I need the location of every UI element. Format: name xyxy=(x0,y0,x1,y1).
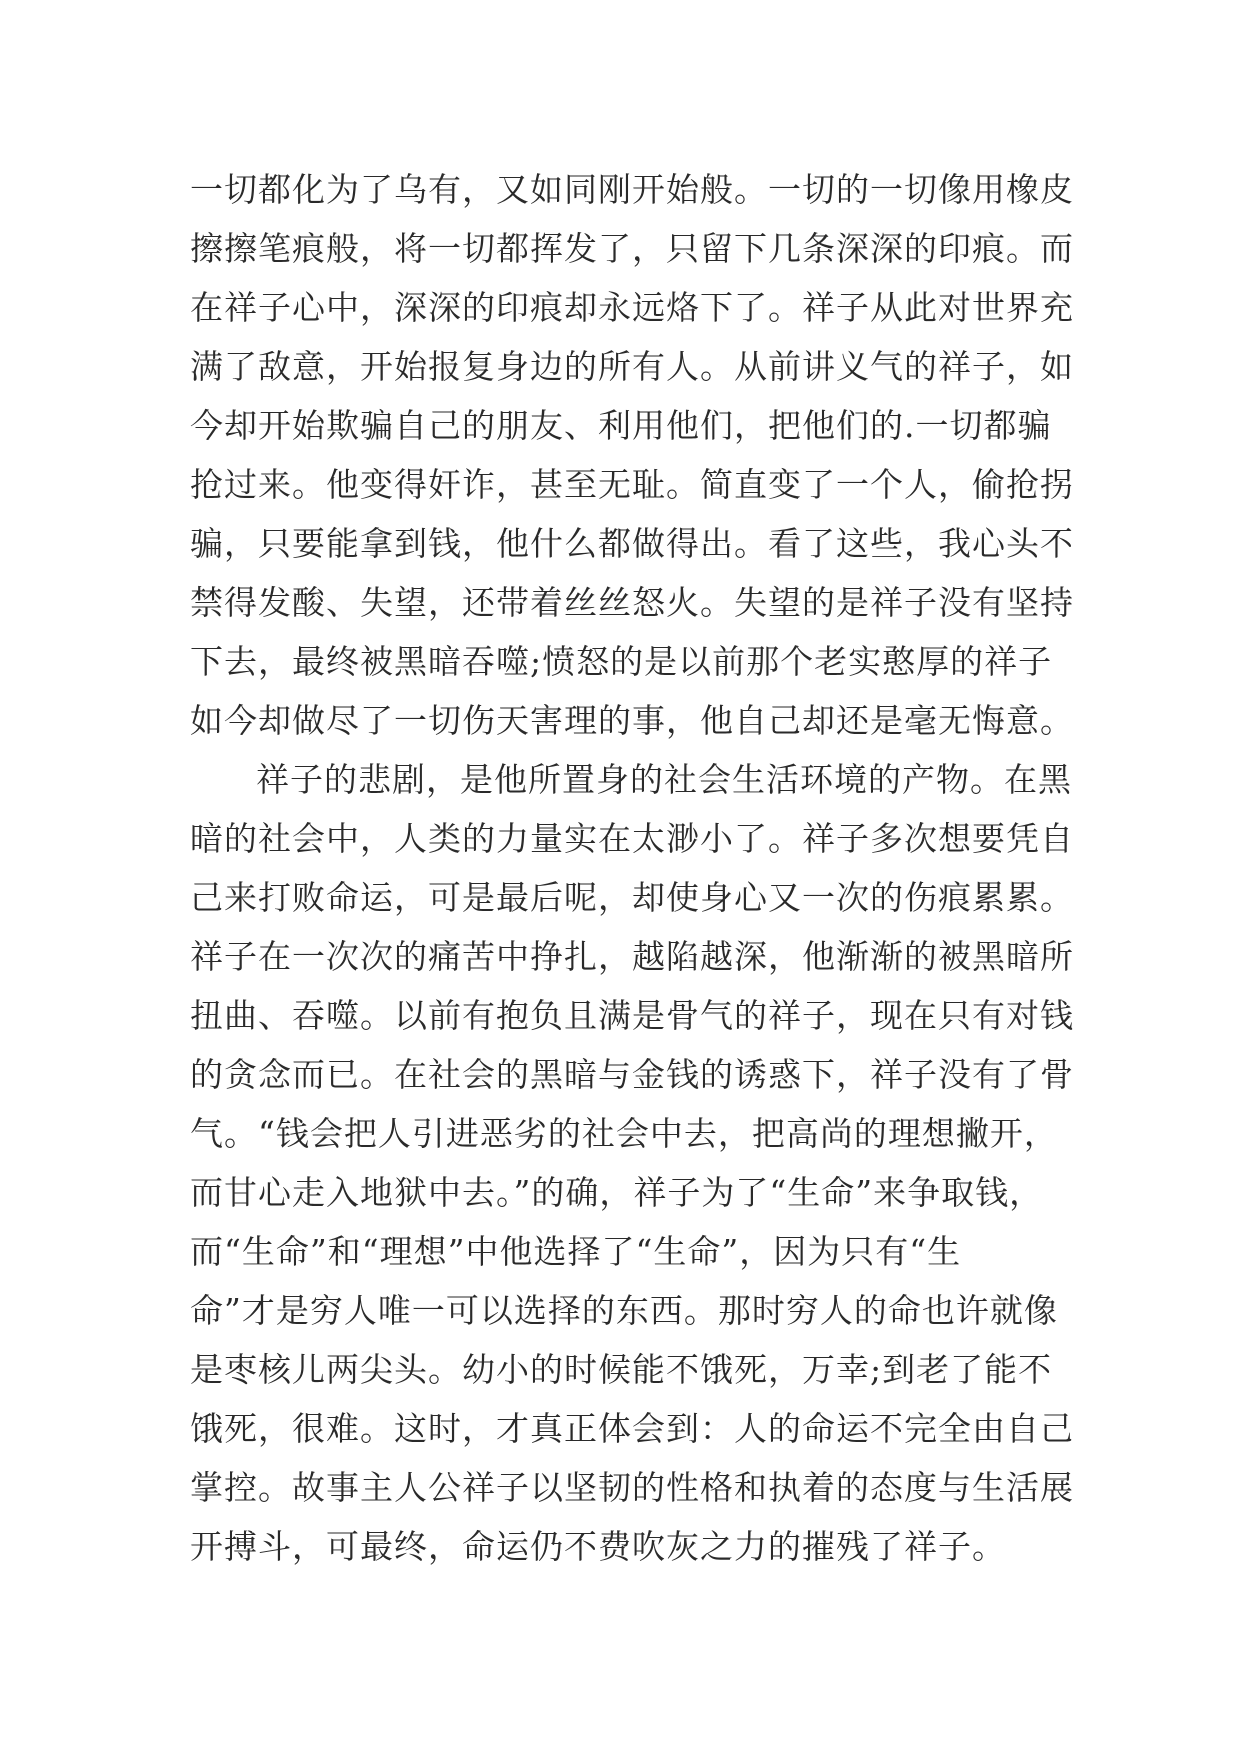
text-line: 今却开始欺骗自己的朋友、利用他们，把他们的.一切都骗 xyxy=(190,406,1052,445)
text-line: 己来打败命运，可是最后呢，却使身心又一次的伤痕累累。 xyxy=(190,878,1074,917)
text-line: 擦擦笔痕般，将一切都挥发了，只留下几条深深的印痕。而 xyxy=(190,229,1074,268)
paragraph-2 xyxy=(190,750,1074,1576)
text-line: 扭曲、吞噬。以前有抱负且满是骨气的祥子，现在只有对钱 xyxy=(190,996,1074,1035)
text-line: 而“生命”和“理想”中他选择了“生命”，因为只有“生 xyxy=(190,1232,962,1271)
text-line: 开搏斗，可最终，命运仍不费吹灰之力的摧残了祥子。 xyxy=(190,1527,1006,1566)
text-line: 下去，最终被黑暗吞噬;愤怒的是以前那个老实憨厚的祥子 xyxy=(190,642,1053,681)
text-line: 饿死，很难。这时，才真正体会到：人的命运不完全由自己 xyxy=(190,1409,1074,1448)
paragraph-1 xyxy=(190,160,1074,750)
essay-body xyxy=(190,160,1074,1576)
text-line: 抢过来。他变得奸诈，甚至无耻。简直变了一个人，偷抢拐 xyxy=(190,465,1074,504)
text-line: 的贪念而已。在社会的黑暗与金钱的诱惑下，祥子没有了骨 xyxy=(190,1055,1074,1094)
text-line: 祥子的悲剧，是他所置身的社会生活环境的产物。在黑 xyxy=(256,760,1072,799)
text-line: 暗的社会中，人类的力量实在太渺小了。祥子多次想要凭自 xyxy=(190,819,1074,858)
text-line: 在祥子心中，深深的印痕却永远烙下了。祥子从此对世界充 xyxy=(190,288,1074,327)
text-line: 是枣核儿两尖头。幼小的时候能不饿死，万幸;到老了能不 xyxy=(190,1350,1053,1389)
text-line: 禁得发酸、失望，还带着丝丝怒火。失望的是祥子没有坚持 xyxy=(190,583,1074,622)
text-line: 掌控。故事主人公祥子以坚韧的性格和执着的态度与生活展 xyxy=(190,1468,1074,1507)
text-line: 一切都化为了乌有，又如同刚开始般。一切的一切像用橡皮 xyxy=(190,170,1074,209)
text-line: 气。“钱会把人引进恶劣的社会中去，把高尚的理想撇开， xyxy=(190,1114,1058,1153)
text-line: 满了敌意，开始报复身边的所有人。从前讲义气的祥子，如 xyxy=(190,347,1074,386)
text-line: 而甘心走入地狱中去。”的确，祥子为了“生命”来争取钱， xyxy=(190,1173,1044,1212)
text-line: 命”才是穷人唯一可以选择的东西。那时穷人的命也许就像 xyxy=(190,1291,1058,1330)
text-line: 骗，只要能拿到钱，他什么都做得出。看了这些，我心头不 xyxy=(190,524,1074,563)
text-line: 祥子在一次次的痛苦中挣扎，越陷越深，他渐渐的被黑暗所 xyxy=(190,937,1074,976)
text-line: 如今却做尽了一切伤天害理的事，他自己却还是毫无悔意。 xyxy=(190,701,1074,740)
